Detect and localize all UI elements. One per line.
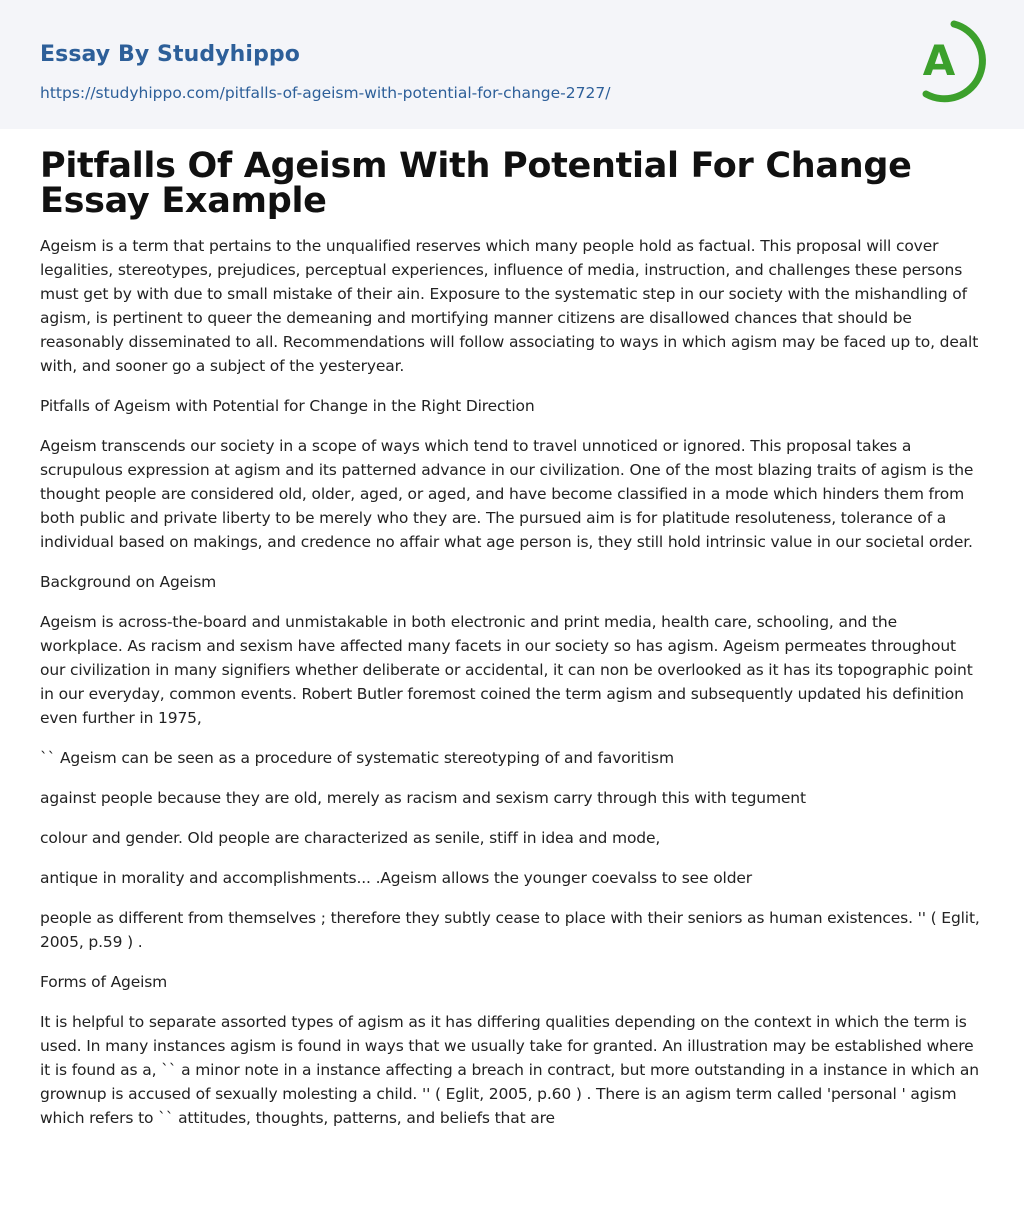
paragraph: Ageism transcends our society in a scope of ways which tend to travel unnoticed or ignored. This proposal takes a scrupulous expression at agism and its patterned advance in our civilization. One of the most blazing traits of agism is the thought people are considered old, older, aged, or aged, and have become classified in a mode which hinders them from both public and private liberty to be merely who they are. The pursued aim is for platitude resoluteness, tolerance of a individual based on makings, and credence no affair what age person is, they still hold intrinsic value in our societal order. — [40, 437, 974, 551]
paragraph: Ageism is across-the-board and unmistakable in both electronic and print media, health care, schooling, and the workplace. As racism and sexism have affected many facets in our society so has agism. Ageism permeates throughout our civilization in many signifiers whether deliberate or accidental, it can non be overlooked as it has its topographic point in our everyday, common events. Robert Butler foremost coined the term agism and subsequently updated his definition even further in 1975, — [40, 613, 973, 727]
site-brand[interactable]: Essay By Studyhippo — [40, 42, 300, 67]
quote-line: against people because they are old, merely as racism and sexism carry through this with tegument — [40, 789, 806, 807]
section-heading: Forms of Ageism — [40, 973, 168, 991]
paragraph: Ageism is a term that pertains to the unqualified reserves which many people hold as factual. This proposal will cover legalities, stereotypes, prejudices, perceptual experiences, influence of media, instruction, and challenges these persons must get by with due to small mistake of their ain. Exposure to the systematic step in our society with the mishandling of agism, is pertinent to queer the demeaning and mortifying manner citizens are disallowed chances that should be reasonably disseminated to all. Recommendations will follow associating to ways in which agism may be faced up to, dealt with, and sooner go a subject of the yesteryear. — [40, 237, 979, 375]
section-heading: Pitfalls of Ageism with Potential for Change in the Right Direction — [40, 397, 535, 415]
quote-line: `` Ageism can be seen as a procedure of systematic stereotyping of and favoritism — [40, 749, 674, 767]
studyhippo-logo-icon[interactable] — [910, 18, 988, 106]
logo-letter: A — [922, 36, 956, 85]
section-heading: Background on Ageism — [40, 573, 217, 591]
paragraph: It is helpful to separate assorted types of agism as it has differing qualities depending on the context in which the term is used. In many instances agism is found in ways that we usually take for granted. An illustration may be established where it is found as a, `` a minor note in a instance affecting a breach in contract, but more outstanding in a instance in which an grownup is accused of sexually molesting a child. '' ( Eglit, 2005, p.60 ) . There is an agism term called 'personal ' agism which refers to `` attitudes, thoughts, patterns, and beliefs that are — [40, 1013, 979, 1127]
quote-line: antique in morality and accomplishments... .Ageism allows the younger coevalss to see older — [40, 869, 752, 887]
essay-body — [40, 234, 984, 1146]
quote-line: people as different from themselves ; therefore they subtly cease to place with their seniors as human existences. '' ( Eglit, 2005, p.59 ) . — [40, 909, 980, 951]
site-header — [0, 0, 1024, 129]
quote-line: colour and gender. Old people are characterized as senile, stiff in idea and mode, — [40, 829, 661, 847]
essay-url-link[interactable]: https://studyhippo.com/pitfalls-of-ageism-with-potential-for-change-2727/ — [40, 84, 611, 102]
page-title: Pitfalls Of Ageism With Potential For Change Essay Example — [40, 146, 912, 221]
